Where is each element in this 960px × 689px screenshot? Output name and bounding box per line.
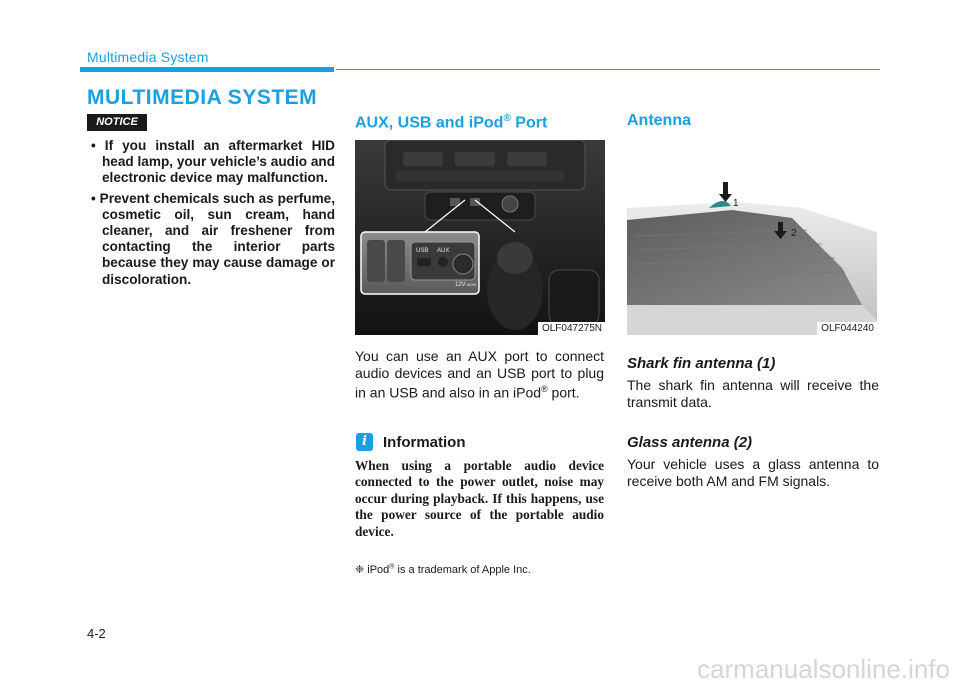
chapter-title: MULTIMEDIA SYSTEM [87,86,318,109]
trademark-note [355,563,531,576]
information-title: Information [383,434,466,451]
aux-usb-ipod-heading [355,113,547,132]
antenna-photo [627,140,877,335]
aux-body-end: port. [547,384,580,401]
notice-item: • If you install an aftermarket HID head lamp, your vehicle’s audio and electronic device may malfunction. [91,138,335,186]
aux-heading-registered: ® [503,113,511,124]
notice-item-text: If you install an aftermarket HID head lamp, your vehicle’s audio and electronic device may malfunction. [102,138,335,186]
trademark-end: is a trademark of Apple Inc. [394,564,531,576]
antenna-illustration [627,140,877,335]
aux-body-registered: ® [541,384,548,394]
section-label: Multimedia System [87,49,209,65]
aux-body-text: You can use an AUX port to connect audio devices and an USB port to plug in an USB and also in an iPod [355,348,604,401]
antenna-heading: Antenna [627,112,691,129]
aux-port-label: AUX [437,248,450,254]
watermark: carmanualsonline.info [697,654,950,684]
photo-code: OLF047275N [538,322,605,335]
power-outlet-label: 12V [455,282,466,288]
page-number: 4-2 [87,626,106,641]
aux-heading-port: Port [510,114,548,132]
callout-1-label: 1 [733,198,739,209]
console-port-photo [355,140,605,335]
information-icon: i [356,433,373,451]
glass-antenna-title: Glass antenna (2) [627,434,753,451]
photo-code: OLF044240 [817,322,877,335]
aux-body-paragraph [355,348,604,401]
trademark-registered: ® [389,563,395,571]
aux-heading-text: AUX, USB and iPod [355,114,504,132]
notice-item-text: Prevent chemicals such as perfume, cosmetic oil, sun cream, hand cleaner, and air freshener from contacting the interior parts because they may cause damage or discoloration. [99,190,335,287]
shark-fin-title: Shark fin antenna (1) [627,355,776,372]
information-body: When using a portable audio device connected to the power outlet, noise may occur during playback. If this happens, use the power source of the portable audio device. [355,458,604,539]
console-port-illustration [355,140,605,335]
notice-list [87,138,335,292]
usb-port-label: USB [416,248,429,254]
trademark-text: ❈ iPod [355,564,390,576]
header-rule-thick [80,67,334,72]
glass-antenna-body: Your vehicle uses a glass antenna to receive both AM and FM signals. [627,456,879,489]
callout-2-label: 2 [791,228,797,239]
notice-item: • Prevent chemicals such as perfume, cosmetic oil, sun cream, hand cleaner, and air freshener from contacting the interior parts because they may cause damage or discoloration. [91,190,335,287]
power-rating-label: 180W [466,282,477,287]
shark-fin-body: The shark fin antenna will receive the transmit data. [627,377,879,410]
header-rule-thin [336,69,880,70]
notice-badge: NOTICE [87,114,147,131]
